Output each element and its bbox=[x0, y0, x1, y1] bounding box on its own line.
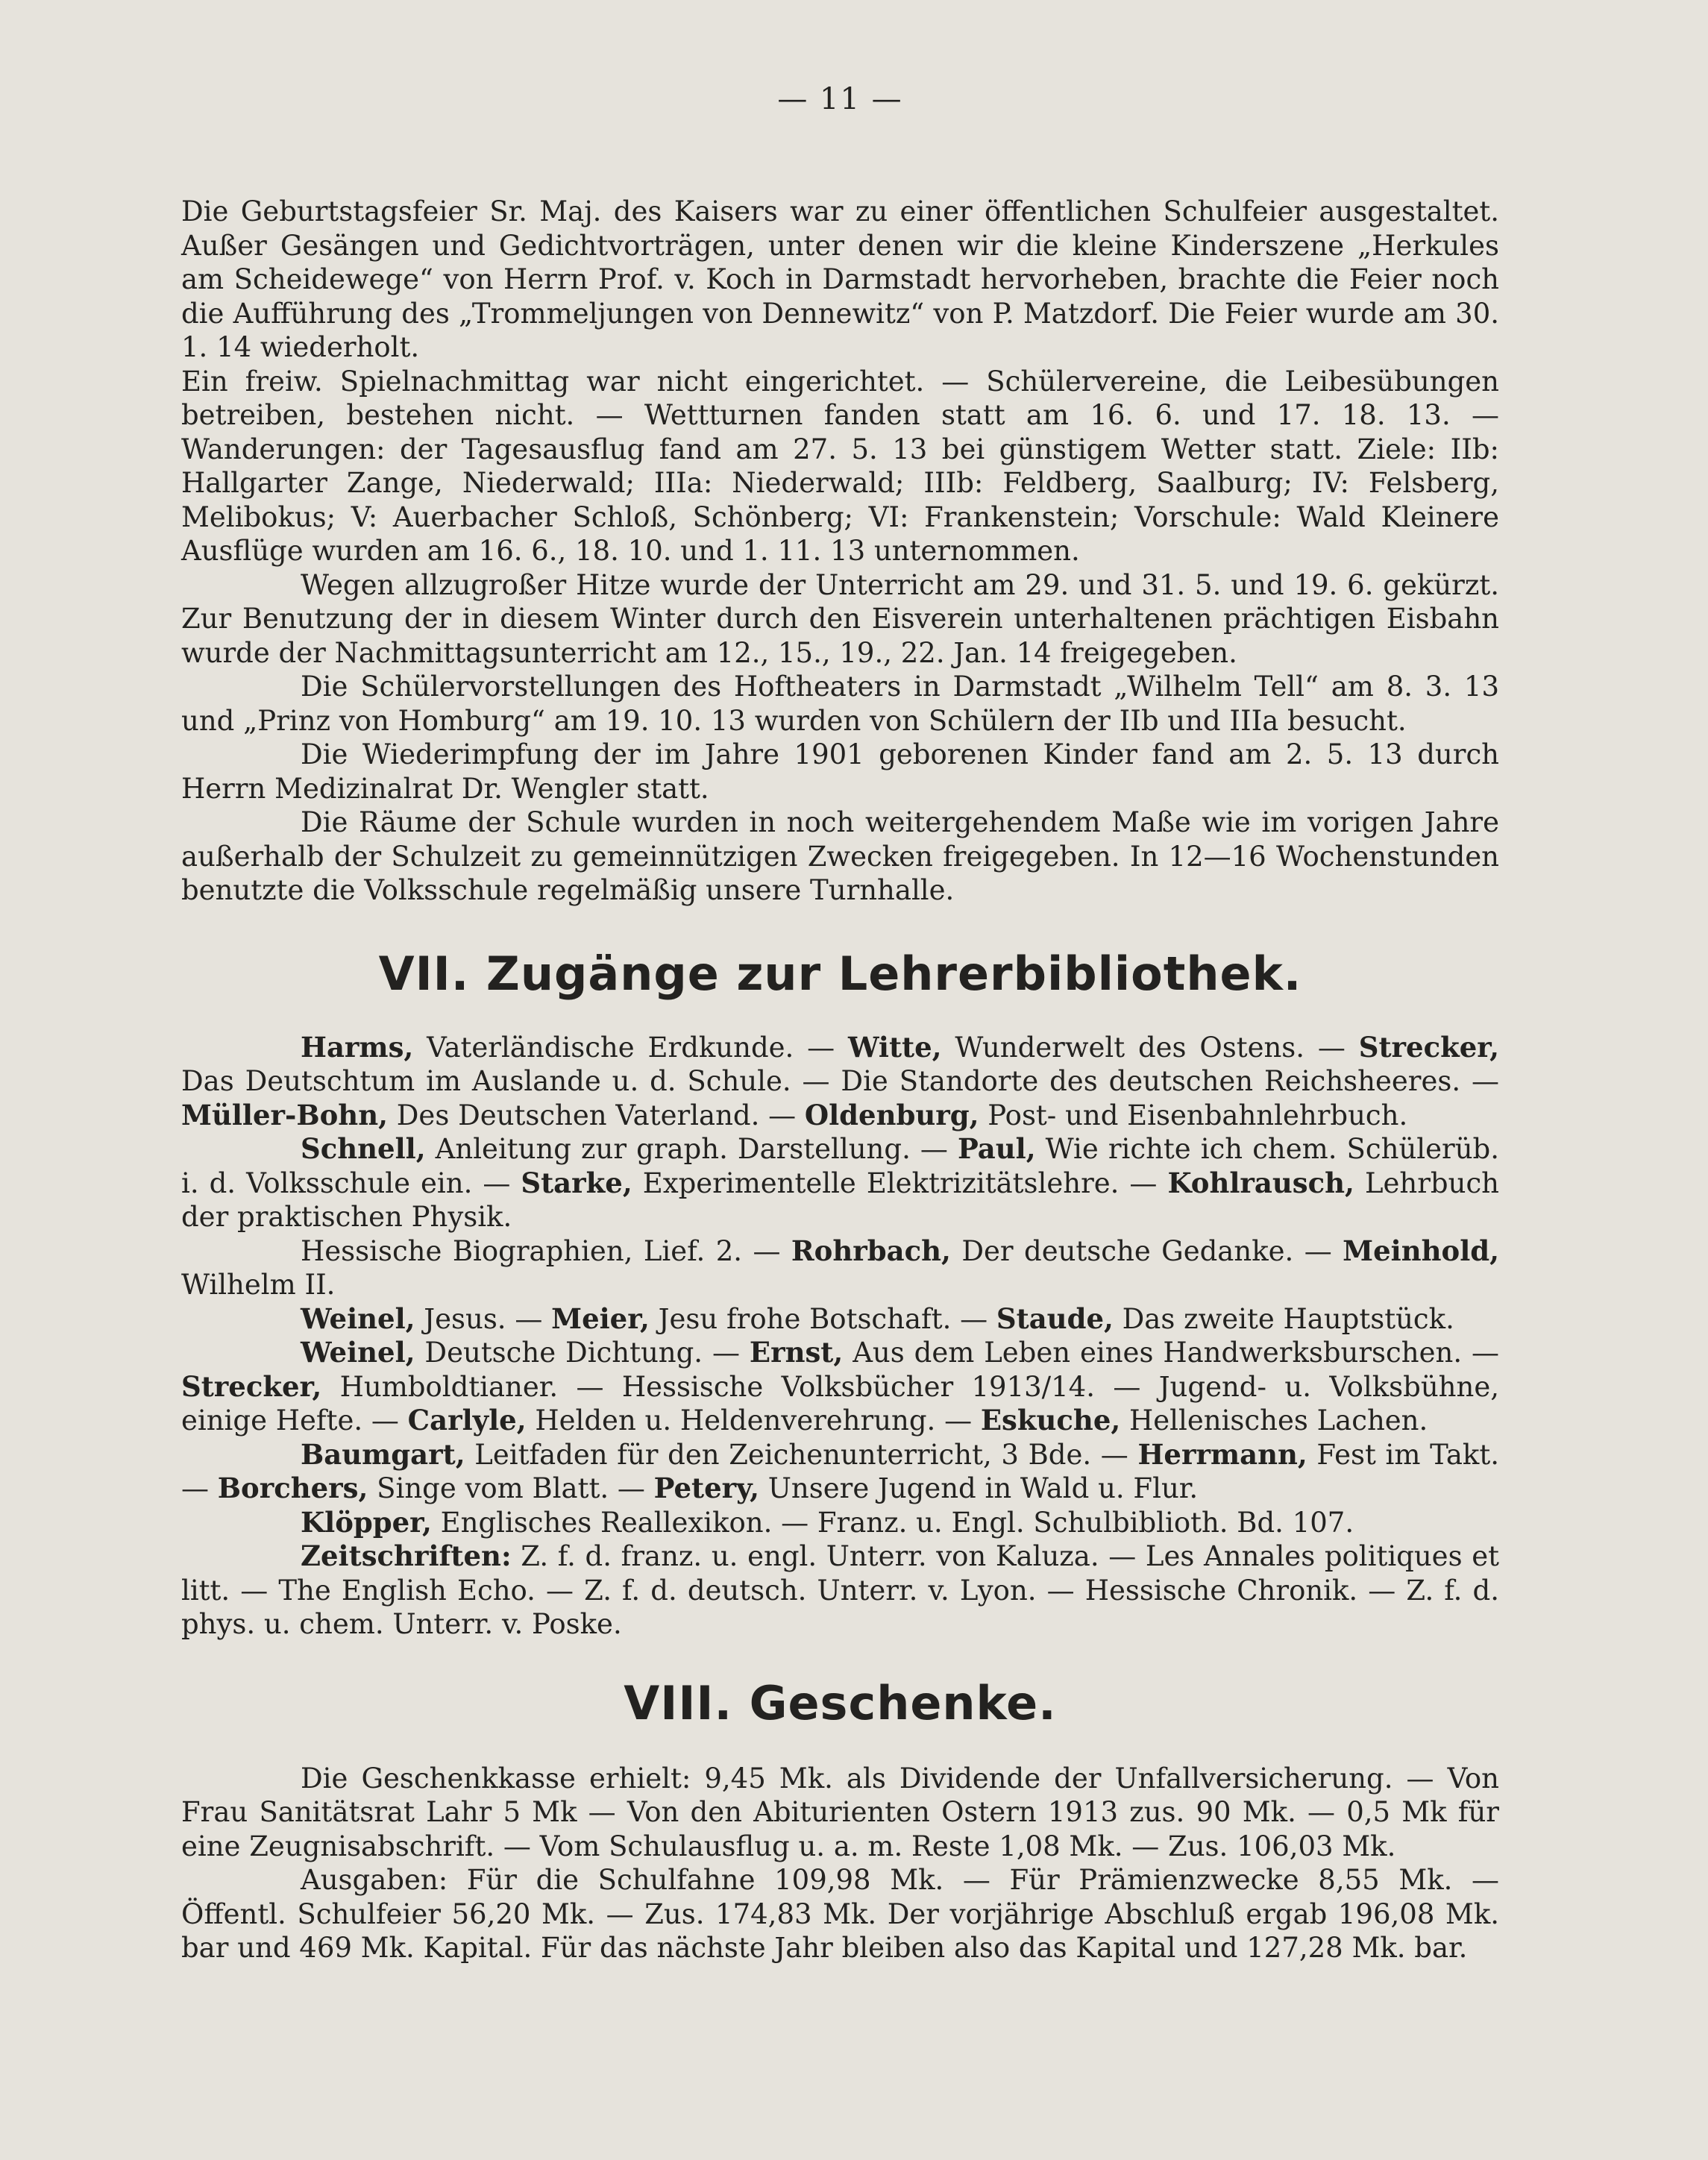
intro-paragraph: Ein freiw. Spielnachmittag war nicht eingerichtet. — Schülervereine, die Leibesübungen betreiben, bestehen nicht. — Wettturnen fanden statt am 16. 6. und 17. 18. 13. — Wanderungen: der Tagesausflug fand am 27. 5. 13 bei günstigem Wetter statt. Ziele: IIb: Hallgarter Zange, Niederwald; IIIa: Niederwald; IIIb: Feldberg, Saalburg; IV: Felsberg, Melibokus; V: Auerbacher Schloß, Schönberg; VI: Frankenstein; Vorschule: Wald Kleinere Ausflüge wurden am 16. 6., 18. 10. und 1. 11. 13 unternommen. bbox=[181, 365, 1499, 567]
author-name: Paul, bbox=[957, 1132, 1036, 1165]
entry-text: Hessische Biographien, Lief. 2. — bbox=[301, 1234, 791, 1267]
page-number: — 11 — bbox=[777, 82, 903, 116]
author-name: Strecker, bbox=[181, 1369, 322, 1403]
entry-text: Helden u. Heldenverehrung. — bbox=[526, 1404, 981, 1437]
entry-text: Vaterländische Erdkunde. — bbox=[413, 1031, 848, 1064]
gifts-paragraph: Die Geschenkkasse erhielt: 9,45 Mk. als Dividende der Unfallversicherung. — Von Frau Sanitätsrat Lahr 5 Mk — Von den Abiturienten Ostern 1913 zus. 90 Mk. — 0,5 Mk für eine Zeugnisabschrift. — Vom Schulausflug u. a. m. Reste 1,08 Mk. — Zus. 106,03 Mk. bbox=[181, 1762, 1499, 1862]
author-name: Kohlrausch, bbox=[1167, 1166, 1354, 1199]
author-name: Witte, bbox=[848, 1030, 942, 1064]
library-entry-paragraph bbox=[181, 1302, 1499, 1337]
entry-text: Humboldtianer. — Hessische Volksbücher 1913/14. — Jugend- u. Volksbühne, einige Hefte. — bbox=[181, 1370, 1499, 1437]
intro-paragraph: Die Räume der Schule wurden in noch weitergehendem Maße wie im vorigen Jahre außerhalb der Schulzeit zu gemeinnützigen Zwecken freigegeben. In 12—16 Wochenstunden benutzte die Volksschule regelmäßig unsere Turnhalle. bbox=[181, 806, 1499, 906]
entry-text: Deutsche Dichtung. — bbox=[415, 1337, 750, 1369]
author-name: Starke, bbox=[521, 1166, 632, 1199]
author-name: Ernst, bbox=[749, 1336, 844, 1369]
author-name: Harms, bbox=[301, 1030, 414, 1064]
library-entry-paragraph bbox=[181, 1234, 1499, 1302]
entry-text: Aus dem Leben eines Handwerksburschen. — bbox=[843, 1337, 1499, 1369]
entry-text: Fest im Takt. — bbox=[181, 1438, 1499, 1504]
entry-text: Des Deutschen Vaterland. — bbox=[388, 1099, 805, 1131]
entry-text: Das zweite Hauptstück. bbox=[1113, 1302, 1454, 1335]
library-entry-paragraph bbox=[181, 1539, 1499, 1642]
entry-text: Anleitung zur graph. Darstellung. — bbox=[425, 1133, 958, 1165]
entry-text: Wilhelm II. bbox=[181, 1269, 336, 1301]
author-name: Petery, bbox=[653, 1472, 759, 1504]
library-entry-paragraph bbox=[181, 1506, 1499, 1540]
author-name: Rohrbach, bbox=[791, 1234, 951, 1267]
entry-text: Der deutsche Gedanke. — bbox=[950, 1234, 1343, 1267]
author-name: Strecker, bbox=[1358, 1030, 1499, 1064]
entry-text: Hellenisches Lachen. bbox=[1120, 1404, 1428, 1437]
gifts-paragraph: Ausgaben: Für die Schulfahne 109,98 Mk. — Für Prämienzwecke 8,55 Mk. — Öffentl. Schulfeier 56,20 Mk. — Zus. 174,83 Mk. Der vorjährige Abschluß ergab 196,08 Mk. bar und 469 Mk. Kapital. Für das nächste Jahr bleiben also das Kapital und 127,28 Mk. bar. bbox=[181, 1864, 1499, 1964]
author-name: Carlyle, bbox=[407, 1404, 527, 1437]
entry-text: Das Deutschtum im Auslande u. d. Schule. — Die Standorte des deutschen Reichsheeres. — bbox=[181, 1065, 1499, 1097]
author-name: Weinel, bbox=[301, 1336, 415, 1369]
entry-text: Z. f. d. franz. u. engl. Unterr. von Kaluza. — Les Annales politiques et litt. — The English Echo. — Z. f. d. deutsch. Unterr. v. Lyon. — Hessische Chronik. — Z. f. d. phys. u. chem. Unterr. v. Poske. bbox=[181, 1540, 1499, 1640]
library-entry-paragraph bbox=[181, 1336, 1499, 1438]
author-name: Zeitschriften: bbox=[301, 1539, 512, 1572]
author-name: Meinhold, bbox=[1343, 1234, 1499, 1267]
intro-paragraph: Die Geburtstagsfeier Sr. Maj. des Kaisers war zu einer öffentlichen Schulfeier ausgestaltet. Außer Gesängen und Gedichtvorträgen, unter denen wir die kleine Kinderszene „Herkules am Scheidewege“ von Herrn Prof. v. Koch in Darmstadt hervorheben, brachte die Feier noch die Aufführung des „Trommeljungen von Dennewitz“ von P. Matzdorf. Die Feier wurde am 30. 1. 14 wiederholt. bbox=[181, 195, 1499, 363]
intro-paragraph: Die Wiederimpfung der im Jahre 1901 geborenen Kinder fand am 2. 5. 13 durch Herrn Medizinalrat Dr. Wengler statt. bbox=[181, 738, 1499, 805]
author-name: Meier, bbox=[551, 1302, 650, 1335]
author-name: Baumgart, bbox=[301, 1437, 465, 1471]
entry-text: Jesu frohe Botschaft. — bbox=[649, 1302, 996, 1335]
entry-text: Jesus. — bbox=[415, 1302, 552, 1335]
gifts-section bbox=[181, 1762, 1499, 1965]
entry-text: Englisches Reallexikon. — Franz. u. Engl. Schulbiblioth. Bd. 107. bbox=[431, 1506, 1354, 1539]
author-name: Eskuche, bbox=[980, 1404, 1121, 1437]
entry-text: Singe vom Blatt. — bbox=[368, 1472, 654, 1504]
entry-text: Leitfaden für den Zeichenunterricht, 3 Bde. — bbox=[465, 1438, 1138, 1471]
entry-text: Wie richte ich chem. Schülerüb. i. d. Volksschule ein. — bbox=[181, 1133, 1499, 1199]
author-name: Weinel, bbox=[301, 1302, 415, 1335]
entry-text: Wunderwelt des Ostens. — bbox=[941, 1031, 1359, 1064]
entry-text: Unsere Jugend in Wald u. Flur. bbox=[759, 1472, 1199, 1504]
author-name: Staude, bbox=[996, 1302, 1114, 1335]
library-entry-paragraph bbox=[181, 1031, 1499, 1133]
section-heading-gifts: VIII. Geschenke. bbox=[624, 1675, 1057, 1730]
author-name: Müller-Bohn, bbox=[181, 1098, 388, 1131]
intro-section bbox=[181, 195, 1499, 908]
author-name: Schnell, bbox=[301, 1132, 426, 1165]
intro-paragraph: Die Schülervorstellungen des Hoftheaters in Darmstadt „Wilhelm Tell“ am 8. 3. 13 und „Prinz von Homburg“ am 19. 10. 13 wurden von Schülern der IIb und IIIa besucht. bbox=[181, 671, 1499, 737]
entry-text: Post- und Eisenbahnlehrbuch. bbox=[979, 1099, 1408, 1131]
author-name: Borchers, bbox=[217, 1472, 368, 1504]
section-heading-library: VII. Zugänge zur Lehrerbibliothek. bbox=[378, 946, 1302, 1001]
library-additions-list bbox=[181, 1031, 1499, 1642]
entry-text: Lehrbuch der praktischen Physik. bbox=[181, 1167, 1499, 1233]
author-name: Herrmann, bbox=[1137, 1437, 1307, 1471]
library-entry-paragraph bbox=[181, 1132, 1499, 1234]
author-name: Klöpper, bbox=[301, 1505, 432, 1539]
library-entry-paragraph bbox=[181, 1438, 1499, 1506]
intro-paragraph: Wegen allzugroßer Hitze wurde der Unterricht am 29. und 31. 5. und 19. 6. gekürzt. Zur Benutzung der in diesem Winter durch den Eisverein unterhaltenen prächtigen Eisbahn wurde der Nachmittagsunterricht am 12., 15., 19., 22. Jan. 14 freigegeben. bbox=[181, 568, 1499, 669]
entry-text: Experimentelle Elektrizitätslehre. — bbox=[632, 1167, 1168, 1199]
author-name: Oldenburg, bbox=[804, 1098, 979, 1131]
